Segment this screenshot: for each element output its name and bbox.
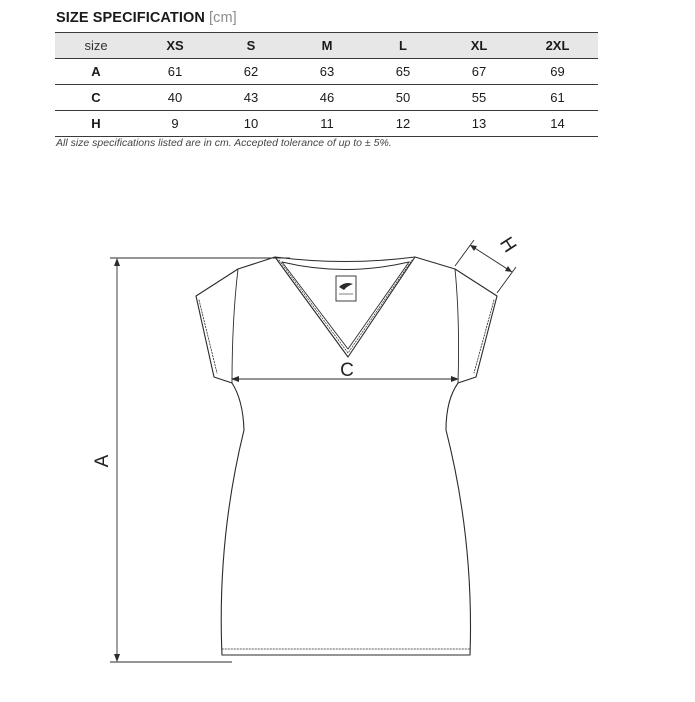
table-cell: 9 bbox=[137, 111, 213, 137]
table-cell: 67 bbox=[441, 59, 517, 85]
tolerance-note: All size specifications listed are in cm. Accepted tolerance of up to ± 5%. bbox=[56, 137, 392, 149]
dimension-h-arrow-bottom bbox=[505, 266, 512, 272]
table-cell: 13 bbox=[441, 111, 517, 137]
right-armhole-seam bbox=[455, 269, 459, 383]
neck-label-tag bbox=[336, 276, 356, 301]
table-cell: 40 bbox=[137, 85, 213, 111]
table-cell: 10 bbox=[213, 111, 289, 137]
size-header: M bbox=[289, 33, 365, 59]
label-a: A bbox=[92, 454, 113, 468]
table-cell: 46 bbox=[289, 85, 365, 111]
table-cell: 61 bbox=[517, 85, 598, 111]
row-label: H bbox=[55, 111, 137, 137]
row-label: A bbox=[55, 59, 137, 85]
table-cell: 11 bbox=[289, 111, 365, 137]
table-cell: 43 bbox=[213, 85, 289, 111]
size-header: 2XL bbox=[517, 33, 598, 59]
back-neckline bbox=[282, 262, 409, 270]
table-cell: 69 bbox=[517, 59, 598, 85]
dimension-a-arrow-bottom bbox=[114, 654, 120, 662]
dimension-a bbox=[110, 258, 290, 662]
left-sleeve-hem bbox=[199, 300, 217, 373]
size-header: L bbox=[365, 33, 441, 59]
unit-label: [cm] bbox=[208, 10, 237, 26]
dimension-a-arrow-top bbox=[114, 258, 120, 266]
table-cell: 50 bbox=[365, 85, 441, 111]
size-header: S bbox=[213, 33, 289, 59]
title-text: SIZE SPECIFICATION bbox=[56, 10, 205, 26]
left-armhole-seam bbox=[232, 269, 238, 383]
table-cell: 55 bbox=[441, 85, 517, 111]
neckline-stitch bbox=[279, 260, 412, 353]
table-cell: 62 bbox=[213, 59, 289, 85]
size-corner-label: size bbox=[55, 33, 137, 59]
table-cell: 63 bbox=[289, 59, 365, 85]
dimension-h-arrow-top bbox=[470, 245, 477, 251]
row-label: C bbox=[55, 85, 137, 111]
label-h: H bbox=[495, 233, 521, 257]
size-header: XL bbox=[441, 33, 517, 59]
right-sleeve-hem bbox=[474, 300, 494, 373]
size-header: XS bbox=[137, 33, 213, 59]
label-c: C bbox=[340, 360, 354, 381]
table-cell: 65 bbox=[365, 59, 441, 85]
table-cell: 12 bbox=[365, 111, 441, 137]
table-cell: 14 bbox=[517, 111, 598, 137]
neckline-outer bbox=[275, 257, 415, 357]
neckline-inner bbox=[282, 262, 409, 349]
shirt-outline bbox=[196, 257, 497, 655]
table-cell: 61 bbox=[137, 59, 213, 85]
